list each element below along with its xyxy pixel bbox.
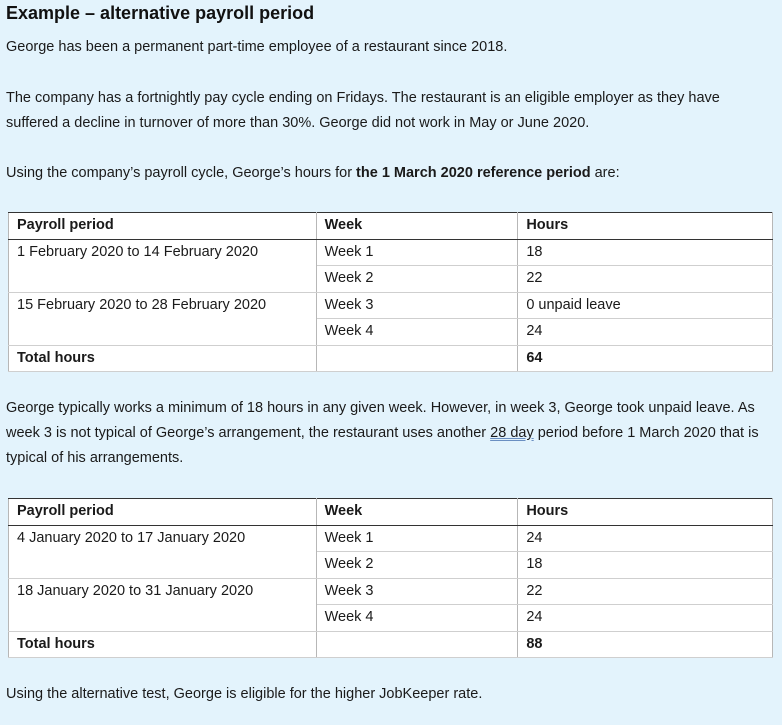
total-row (9, 631, 773, 658)
reference-period-paragraph (6, 161, 774, 186)
table-row (9, 266, 773, 293)
week-cell: Week 3 (316, 292, 518, 319)
payroll-period-cell (9, 266, 317, 293)
week-cell: Week 1 (316, 239, 518, 266)
header-hours: Hours (518, 213, 773, 240)
payroll-period-cell (9, 319, 317, 346)
week-cell: Week 2 (316, 266, 518, 293)
payroll-period-cell: 18 January 2020 to 31 January 2020 (9, 578, 317, 605)
hours-cell: 22 (518, 578, 773, 605)
paragraph3-text-after: are: (590, 165, 620, 181)
paragraph4-text-before: George typically works a minimum of 18 hours in any given week. However, in week 3, George took unpaid leave. As week 3 is not typical of George’s arrangement, the restaurant uses another (6, 400, 755, 441)
total-value: 64 (518, 345, 773, 372)
payroll-period-cell: 4 January 2020 to 17 January 2020 (9, 525, 317, 552)
paragraph4-text-after: period before 1 March 2020 that is typical of his arrangements. (6, 425, 759, 466)
total-row (9, 345, 773, 372)
hours-cell: 24 (518, 319, 773, 346)
table-row (9, 239, 773, 266)
payroll-period-cell: 1 February 2020 to 14 February 2020 (9, 239, 317, 266)
table-row (9, 525, 773, 552)
week-cell: Week 2 (316, 552, 518, 579)
week-cell: Week 4 (316, 319, 518, 346)
payroll-period-cell (9, 605, 317, 632)
hours-cell: 18 (518, 239, 773, 266)
total-week-cell (316, 345, 518, 372)
table-row (9, 319, 773, 346)
payroll-period-cell (9, 552, 317, 579)
intro-paragraph: George has been a permanent part-time employee of a restaurant since 2018. (6, 39, 508, 55)
table-row (9, 292, 773, 319)
pay-cycle-paragraph: The company has a fortnightly pay cycle ending on Fridays. The restaurant is an eligible employer as they have suffered a decline in turnover of more than 30%. George did not work in May or June 2020. (6, 90, 720, 131)
header-payroll-period: Payroll period (9, 499, 317, 526)
table-header-row (9, 213, 773, 240)
total-week-cell (316, 631, 518, 658)
week-cell: Week 3 (316, 578, 518, 605)
table-row (9, 552, 773, 579)
paragraph3-text-before: Using the company’s payroll cycle, George’s hours for (6, 165, 357, 181)
header-payroll-period: Payroll period (9, 213, 317, 240)
hours-cell: 0 unpaid leave (518, 292, 773, 319)
header-week: Week (316, 213, 518, 240)
reference-period-hours-table (8, 212, 773, 372)
payroll-period-cell: 15 February 2020 to 28 February 2020 (9, 292, 317, 319)
conclusion-paragraph: Using the alternative test, George is eligible for the higher JobKeeper rate. (6, 686, 483, 702)
hours-cell: 18 (518, 552, 773, 579)
table-row (9, 578, 773, 605)
alternative-period-hours-table (8, 498, 773, 658)
week-cell: Week 1 (316, 525, 518, 552)
header-week: Week (316, 499, 518, 526)
total-label: Total hours (9, 631, 317, 658)
hours-cell: 22 (518, 266, 773, 293)
total-value: 88 (518, 631, 773, 658)
week-cell: Week 4 (316, 605, 518, 632)
total-label: Total hours (9, 345, 317, 372)
alternative-period-paragraph (6, 396, 774, 471)
hours-cell: 24 (518, 605, 773, 632)
twenty-eight-day-text: 28 day (490, 425, 534, 441)
hours-cell: 24 (518, 525, 773, 552)
header-hours: Hours (518, 499, 773, 526)
example-heading: Example – alternative payroll period (6, 3, 315, 23)
table-row (9, 605, 773, 632)
table-header-row (9, 499, 773, 526)
reference-period-bold: the 1 March 2020 reference period (356, 165, 591, 181)
